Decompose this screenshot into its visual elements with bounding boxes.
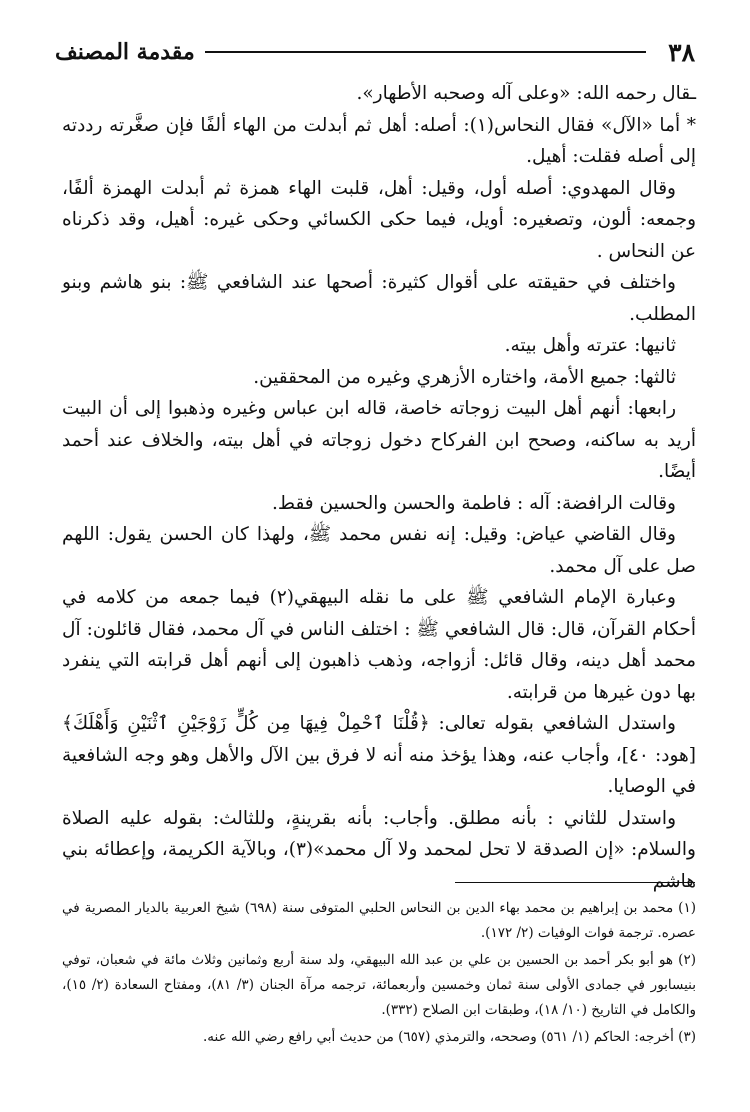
paragraph: وقال القاضي عياض: وقيل: إنه نفس محمد ﷺ، ولهذا كان الحسن يقول: اللهم صل على آل محمد. [62, 524, 696, 577]
paragraph: واختلف في حقيقته على أقوال كثيرة: أصحها عند الشافعي ﷺ: بنو هاشم وبنو المطلب. [62, 272, 696, 325]
paragraph: وقالت الرافضة: آله : فاطمة والحسن والحسين فقط. [272, 492, 676, 514]
paragraph: ـقال رحمه الله: «وعلى آله وصحبه الأطهار». [356, 83, 696, 104]
paragraph: وقال المهدوي: أصله أول، وقيل: أهل، قلبت الهاء همزة ثم أبدلت الهمزة ألفًا، وجمعه: ألون، وتصغيره: أويل، فيما حكى الكسائي وحكى غيره: أهيل، وقد ذكرناه عن النحاس . [62, 177, 696, 262]
main-text [62, 78, 696, 897]
paragraph: واستدل الشافعي بقوله تعالى: ﴿قُلْنَا ٱحْمِلْ فِيهَا مِن كُلٍّ زَوْجَيْنِ ٱثْنَيْنِ وَأَهْلَكَ﴾ [هود: ٤٠]، وأجاب عنه، وهذا يؤخذ منه أنه لا فرق بين الآل والأهل وهو وجه الشافعية في الوصايا. [62, 713, 696, 797]
footnote: (١) محمد بن إبراهيم بن محمد بهاء الدين بن النحاس الحلبي المتوفى سنة (٦٩٨) شيخ العربية بالديار المصرية في عصره. ترجمة فوات الوفيات (٢/ ١٧٢). [62, 900, 696, 941]
paragraph: واستدل للثاني : بأنه مطلق. وأجاب: بأنه بقرينةٍ، وللثالث: بقوله عليه الصلاة والسلام: «إن الصدقة لا تحل لمحمد ولا آل محمد»(٣)، وبالآية الكريمة، وإعطائه بني هاشم [62, 807, 696, 892]
paragraph: وعبارة الإمام الشافعي ﷺ على ما نقله البيهقي(٢) فيما جمعه من كلامه في أحكام القرآن، قال: قال الشافعي ﷺ : اختلف الناس في آل محمد، فقال قائلون: آل محمد أهل دينه، وقال قائل: أزواجه، وذهب ذاهبون إلى أنهم أهل قرابته التي ينفرد بها دون غيرها من قرابته. [62, 587, 696, 703]
paragraph: ثالثها: جميع الأمة، واختاره الأزهري وغيره من المحققين. [253, 366, 676, 388]
paragraph: رابعها: أنهم أهل البيت زوجاته خاصة، قاله ابن عباس وغيره وذهبوا إلى أن البيت أريد به ساكنه، وصحح ابن الفركاح دخول زوجاته في أهل بيته، والخلاف عند أحمد أيضًا. [62, 398, 696, 482]
paragraph: ثانيها: عترته وأهل بيته. [504, 335, 676, 356]
footnotes [62, 896, 696, 1052]
page-header [55, 34, 695, 70]
running-title: مقدمة المصنف [55, 39, 195, 65]
footnote-separator [455, 882, 695, 883]
header-rule [205, 51, 646, 53]
paragraph: * أما «الآل» فقال النحاس(١): أصله: أهل ثم أبدلت من الهاء ألفًا فإن صغَّرته رددته إلى أصله فقلت: أهيل. [62, 114, 696, 167]
page-number: ٣٨ [668, 37, 695, 67]
footnote: (٣) أخرجه: الحاكم (١/ ٥٦١) وصححه، والترمذي (٦٥٧) من حديث أبي رافع رضي الله عنه. [203, 1029, 696, 1045]
footnote: (٢) هو أبو بكر أحمد بن الحسين بن علي بن عبد الله البيهقي، ولد سنة أربع وثمانين وثلاث مائة في شعبان، توفي بنيسابور في جمادى الأولى سنة ثمان وخمسين وأربعمائة، ترجمه مرآة الجنان (٣/ ٨١)، ومفتاح السعادة (٢/ ١٥)، والكامل في التاريخ (١٠/ ١٨)، وطبقات ابن الصلاح (٣٣٢). [62, 952, 696, 1018]
